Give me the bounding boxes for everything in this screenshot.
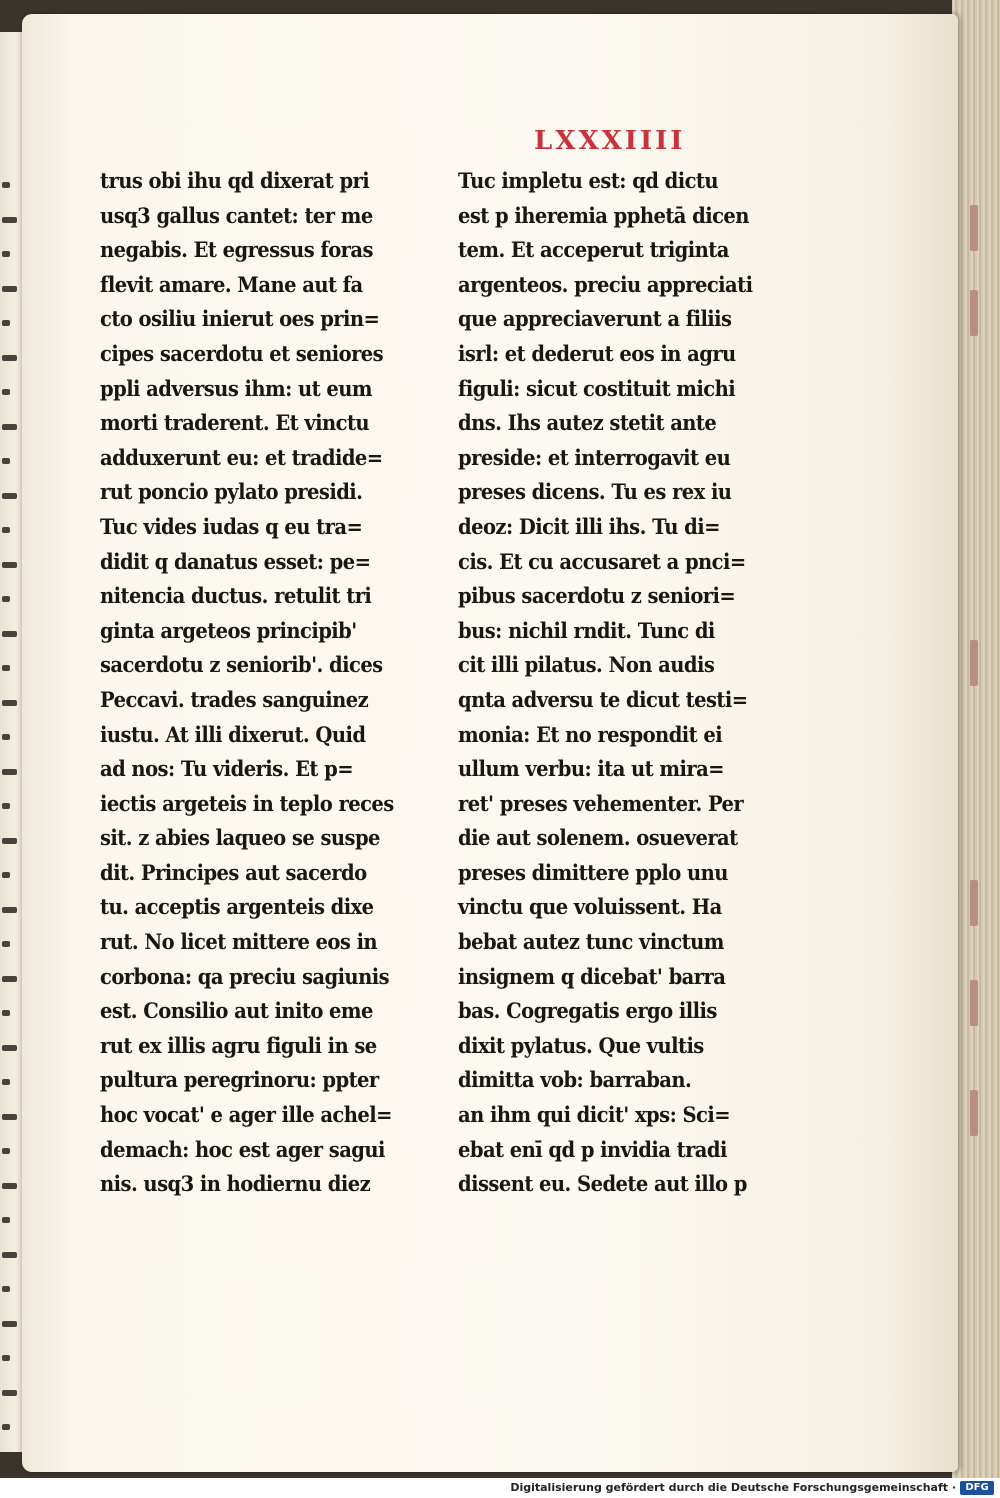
dfg-logo: DFG xyxy=(960,1481,994,1495)
text-line: ebat enī qd p invidia tradi xyxy=(458,1136,727,1162)
text-line: hoc vocat' e ager ille achel= xyxy=(100,1102,392,1128)
text-line: dissent eu. Sedete aut illo p xyxy=(458,1171,747,1197)
text-line: deoz: Dicit illi ihs. Tu di= xyxy=(458,513,720,539)
text-line: preside: et interrogavit eu xyxy=(458,444,731,470)
text-line: preses dicens. Tu es rex iu xyxy=(458,479,732,505)
page-tab-marker xyxy=(970,1090,978,1136)
text-line: qnta adversu te dicut testi= xyxy=(458,686,748,712)
text-line: Peccavi. trades sanguinez xyxy=(100,686,369,712)
text-line: ppli adversus ihm: ut eum xyxy=(100,375,372,401)
text-line: didit q danatus esset: pe= xyxy=(100,548,371,574)
ghost-text-mark xyxy=(2,596,10,602)
ghost-text-mark xyxy=(2,1183,17,1189)
text-line: nis. usq3 in hodiernu diez xyxy=(100,1171,371,1197)
text-line: cis. Et cu accusaret a pnci= xyxy=(458,548,746,574)
text-line: bus: nichil rndit. Tunc di xyxy=(458,617,715,643)
text-line: trus obi ihu qd dixerat pri xyxy=(100,168,370,193)
ghost-text-mark xyxy=(2,286,17,292)
text-line: iustu. At illi dixerut. Quid xyxy=(100,721,366,747)
text-line: tem. Et acceperut triginta xyxy=(458,237,729,263)
text-line: ginta argeteos principib' xyxy=(100,617,357,643)
text-line: preses dimittere pplo unu xyxy=(458,859,728,885)
ghost-text-mark xyxy=(2,493,17,499)
text-line: an ihm qui dicit' xps: Sci= xyxy=(458,1102,731,1128)
page-tab-marker xyxy=(970,980,978,1026)
ghost-text-mark xyxy=(2,1355,10,1361)
ghost-text-mark xyxy=(2,1010,10,1016)
text-line: isrl: et dederut eos in agru xyxy=(458,340,736,366)
text-line: nitencia ductus. retulit tri xyxy=(100,583,372,609)
ghost-text-mark xyxy=(2,665,10,671)
ghost-text-mark xyxy=(2,872,10,878)
ghost-text-mark xyxy=(2,320,10,326)
text-line: monia: Et no respondit ei xyxy=(458,721,723,747)
page-tab-marker xyxy=(970,290,978,336)
text-line: sacerdotu z seniorib'. dices xyxy=(100,652,383,678)
text-line: dixit pylatus. Que vultis xyxy=(458,1032,704,1058)
text-line: pibus sacerdotu z seniori= xyxy=(458,583,736,609)
text-line: dns. Ihs autez stetit ante xyxy=(458,410,717,436)
text-line: argenteos. preciu appreciati xyxy=(458,271,753,297)
text-line: cit illi pilatus. Non audis xyxy=(458,652,715,678)
ghost-text-mark xyxy=(2,1114,17,1120)
text-line: vinctu que voluissent. Ha xyxy=(458,894,722,920)
ghost-text-mark xyxy=(2,458,10,464)
ghost-text-mark xyxy=(2,527,10,533)
text-line: pultura peregrinoru: ppter xyxy=(100,1067,379,1093)
ghost-text-mark xyxy=(2,1390,17,1396)
page-tab-marker xyxy=(970,640,978,686)
text-column-left xyxy=(100,164,400,1202)
text-line: ret' preses vehementer. Per xyxy=(458,790,744,816)
ghost-text-mark xyxy=(2,907,17,913)
ghost-text-mark xyxy=(2,803,10,809)
ghost-text-mark xyxy=(2,838,17,844)
text-line: est p iheremia pphetā dicen xyxy=(458,202,749,228)
text-line: cipes sacerdotu et seniores xyxy=(100,340,384,366)
ghost-text-mark xyxy=(2,941,10,947)
text-line: iectis argeteis in teplo reces xyxy=(100,790,394,816)
text-line: cto osiliu inierut oes prin= xyxy=(100,306,380,332)
text-line: est. Consilio aut inito eme xyxy=(100,998,373,1024)
text-line: rut ex illis agru figuli in se xyxy=(100,1032,377,1058)
text-line: dit. Principes aut sacerdo xyxy=(100,859,367,885)
page-tab-marker xyxy=(970,205,978,251)
text-line: tu. acceptis argenteis dixe xyxy=(100,894,374,920)
text-line: Tuc impletu est: qd dictu xyxy=(458,168,719,193)
manuscript-page xyxy=(22,14,958,1472)
text-line: rut poncio pylato presidi. xyxy=(100,479,363,505)
text-line: sit. z abies laqueo se suspe xyxy=(100,825,380,851)
ghost-text-mark xyxy=(2,562,17,568)
ghost-text-mark xyxy=(2,424,17,430)
text-line: negabis. Et egressus foras xyxy=(100,237,373,263)
ghost-text-mark xyxy=(2,1217,10,1223)
text-line: ad nos: Tu videris. Et p= xyxy=(100,756,354,782)
text-line: bebat autez tunc vinctum xyxy=(458,929,724,955)
ghost-text-mark xyxy=(2,1045,17,1051)
text-column-right xyxy=(458,164,758,1202)
text-line: demach: hoc est ager sagui xyxy=(100,1136,385,1162)
ghost-text-mark xyxy=(2,251,10,257)
text-line: flevit amare. Mane aut fa xyxy=(100,271,363,297)
footer-credit xyxy=(0,1478,1000,1498)
text-line: ullum verbu: ita ut mira= xyxy=(458,756,724,782)
ghost-text-mark xyxy=(2,700,17,706)
text-line: morti traderent. Et vinctu xyxy=(100,410,370,436)
ghost-text-mark xyxy=(2,734,10,740)
ghost-text-mark xyxy=(2,1321,17,1327)
credit-text: Digitalisierung gefördert durch die Deutsche Forschungsgemeinschaft · xyxy=(510,1481,956,1494)
ghost-text-mark xyxy=(2,217,17,223)
text-line: die aut solenem. osueverat xyxy=(458,825,738,851)
ghost-text-mark xyxy=(2,1286,10,1292)
ghost-text-mark xyxy=(2,355,17,361)
text-line: adduxerunt eu: et tradide= xyxy=(100,444,383,470)
folio-number: LXXXIIII xyxy=(534,126,686,156)
ghost-text-mark xyxy=(2,1424,10,1430)
text-line: corbona: qa preciu sagiunis xyxy=(100,963,390,989)
page-tab-marker xyxy=(970,880,978,926)
ghost-text-mark xyxy=(2,769,17,775)
page-stack-edge xyxy=(952,0,1000,1478)
text-line: que appreciaverunt a filiis xyxy=(458,306,732,332)
text-line: bas. Cogregatis ergo illis xyxy=(458,998,717,1024)
ghost-text-mark xyxy=(2,389,10,395)
ghost-text-mark xyxy=(2,976,17,982)
text-line: usq3 gallus cantet: ter me xyxy=(100,202,373,228)
ghost-text-mark xyxy=(2,631,17,637)
text-line: dimitta vob: barraban. xyxy=(458,1067,692,1093)
ghost-text-mark xyxy=(2,1079,10,1085)
text-line: insignem q dicebat' barra xyxy=(458,963,726,989)
text-line: figuli: sicut costituit michi xyxy=(458,375,736,401)
ghost-text-mark xyxy=(2,182,10,188)
ghost-text-mark xyxy=(2,1148,10,1154)
text-line: Tuc vides iudas q eu tra= xyxy=(100,513,363,539)
text-line: rut. No licet mittere eos in xyxy=(100,929,378,955)
ghost-text-mark xyxy=(2,1252,17,1258)
